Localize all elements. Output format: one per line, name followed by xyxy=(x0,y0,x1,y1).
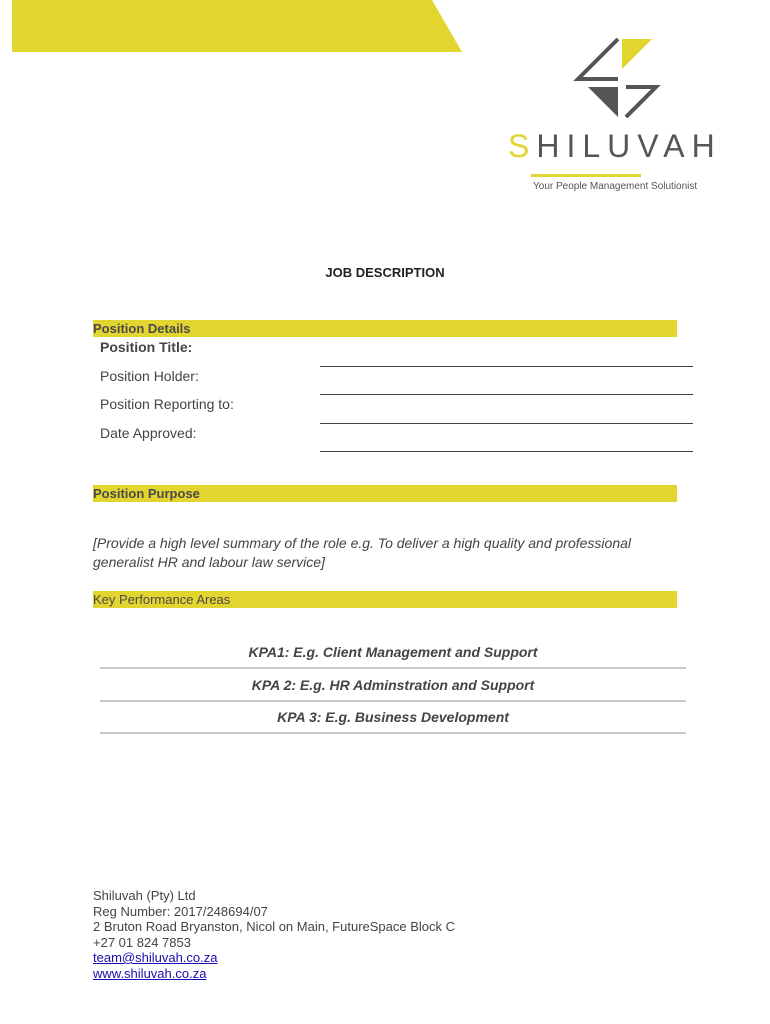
position-details-heading: Position Details xyxy=(93,320,677,337)
kpa-divider-1 xyxy=(100,667,686,669)
position-purpose-text: [Provide a high level summary of the role e.g. To deliver a high quality and professional generalist HR and labour law service] xyxy=(93,535,632,570)
date-approved-line[interactable] xyxy=(320,451,693,452)
footer-company: Shiluvah (Pty) Ltd xyxy=(93,888,196,903)
position-reporting-line[interactable] xyxy=(320,423,693,424)
shiluvah-logo-icon xyxy=(572,35,662,127)
kpa-heading: Key Performance Areas xyxy=(93,591,677,608)
brand-tagline: Your People Management Solutionist xyxy=(533,181,698,192)
date-approved-label: Date Approved: xyxy=(100,425,197,441)
brand-name-initial: S xyxy=(508,128,537,164)
position-holder-label: Position Holder: xyxy=(100,368,199,384)
document-title: JOB DESCRIPTION xyxy=(325,265,445,280)
brand-underline xyxy=(531,174,641,177)
kpa-divider-3 xyxy=(100,732,686,734)
kpa-item-2: KPA 2: E.g. HR Adminstration and Support xyxy=(251,677,535,693)
position-holder-line[interactable] xyxy=(320,394,693,395)
footer-reg-number: Reg Number: 2017/248694/07 xyxy=(93,903,268,919)
footer-phone: +27 01 824 7853 xyxy=(93,934,191,950)
kpa-divider-2 xyxy=(100,700,686,702)
kpa-item-1: KPA1: E.g. Client Management and Support xyxy=(248,644,538,660)
company-logo xyxy=(500,30,750,200)
footer-website-link[interactable]: www.shiluvah.co.za xyxy=(93,965,207,981)
position-reporting-label: Position Reporting to: xyxy=(100,396,234,412)
brand-name xyxy=(508,128,722,165)
position-title-line[interactable] xyxy=(320,366,693,367)
header-banner xyxy=(12,0,462,52)
footer xyxy=(93,888,455,981)
position-title-label: Position Title: xyxy=(100,339,193,355)
position-purpose-heading: Position Purpose xyxy=(93,485,677,502)
brand-name-rest: HILUVAH xyxy=(536,128,722,164)
footer-address: 2 Bruton Road Bryanston, Nicol on Main, FutureSpace Block C xyxy=(93,919,456,934)
footer-email-link[interactable]: team@shiluvah.co.za xyxy=(93,950,218,965)
kpa-item-3: KPA 3: E.g. Business Development xyxy=(277,709,509,725)
